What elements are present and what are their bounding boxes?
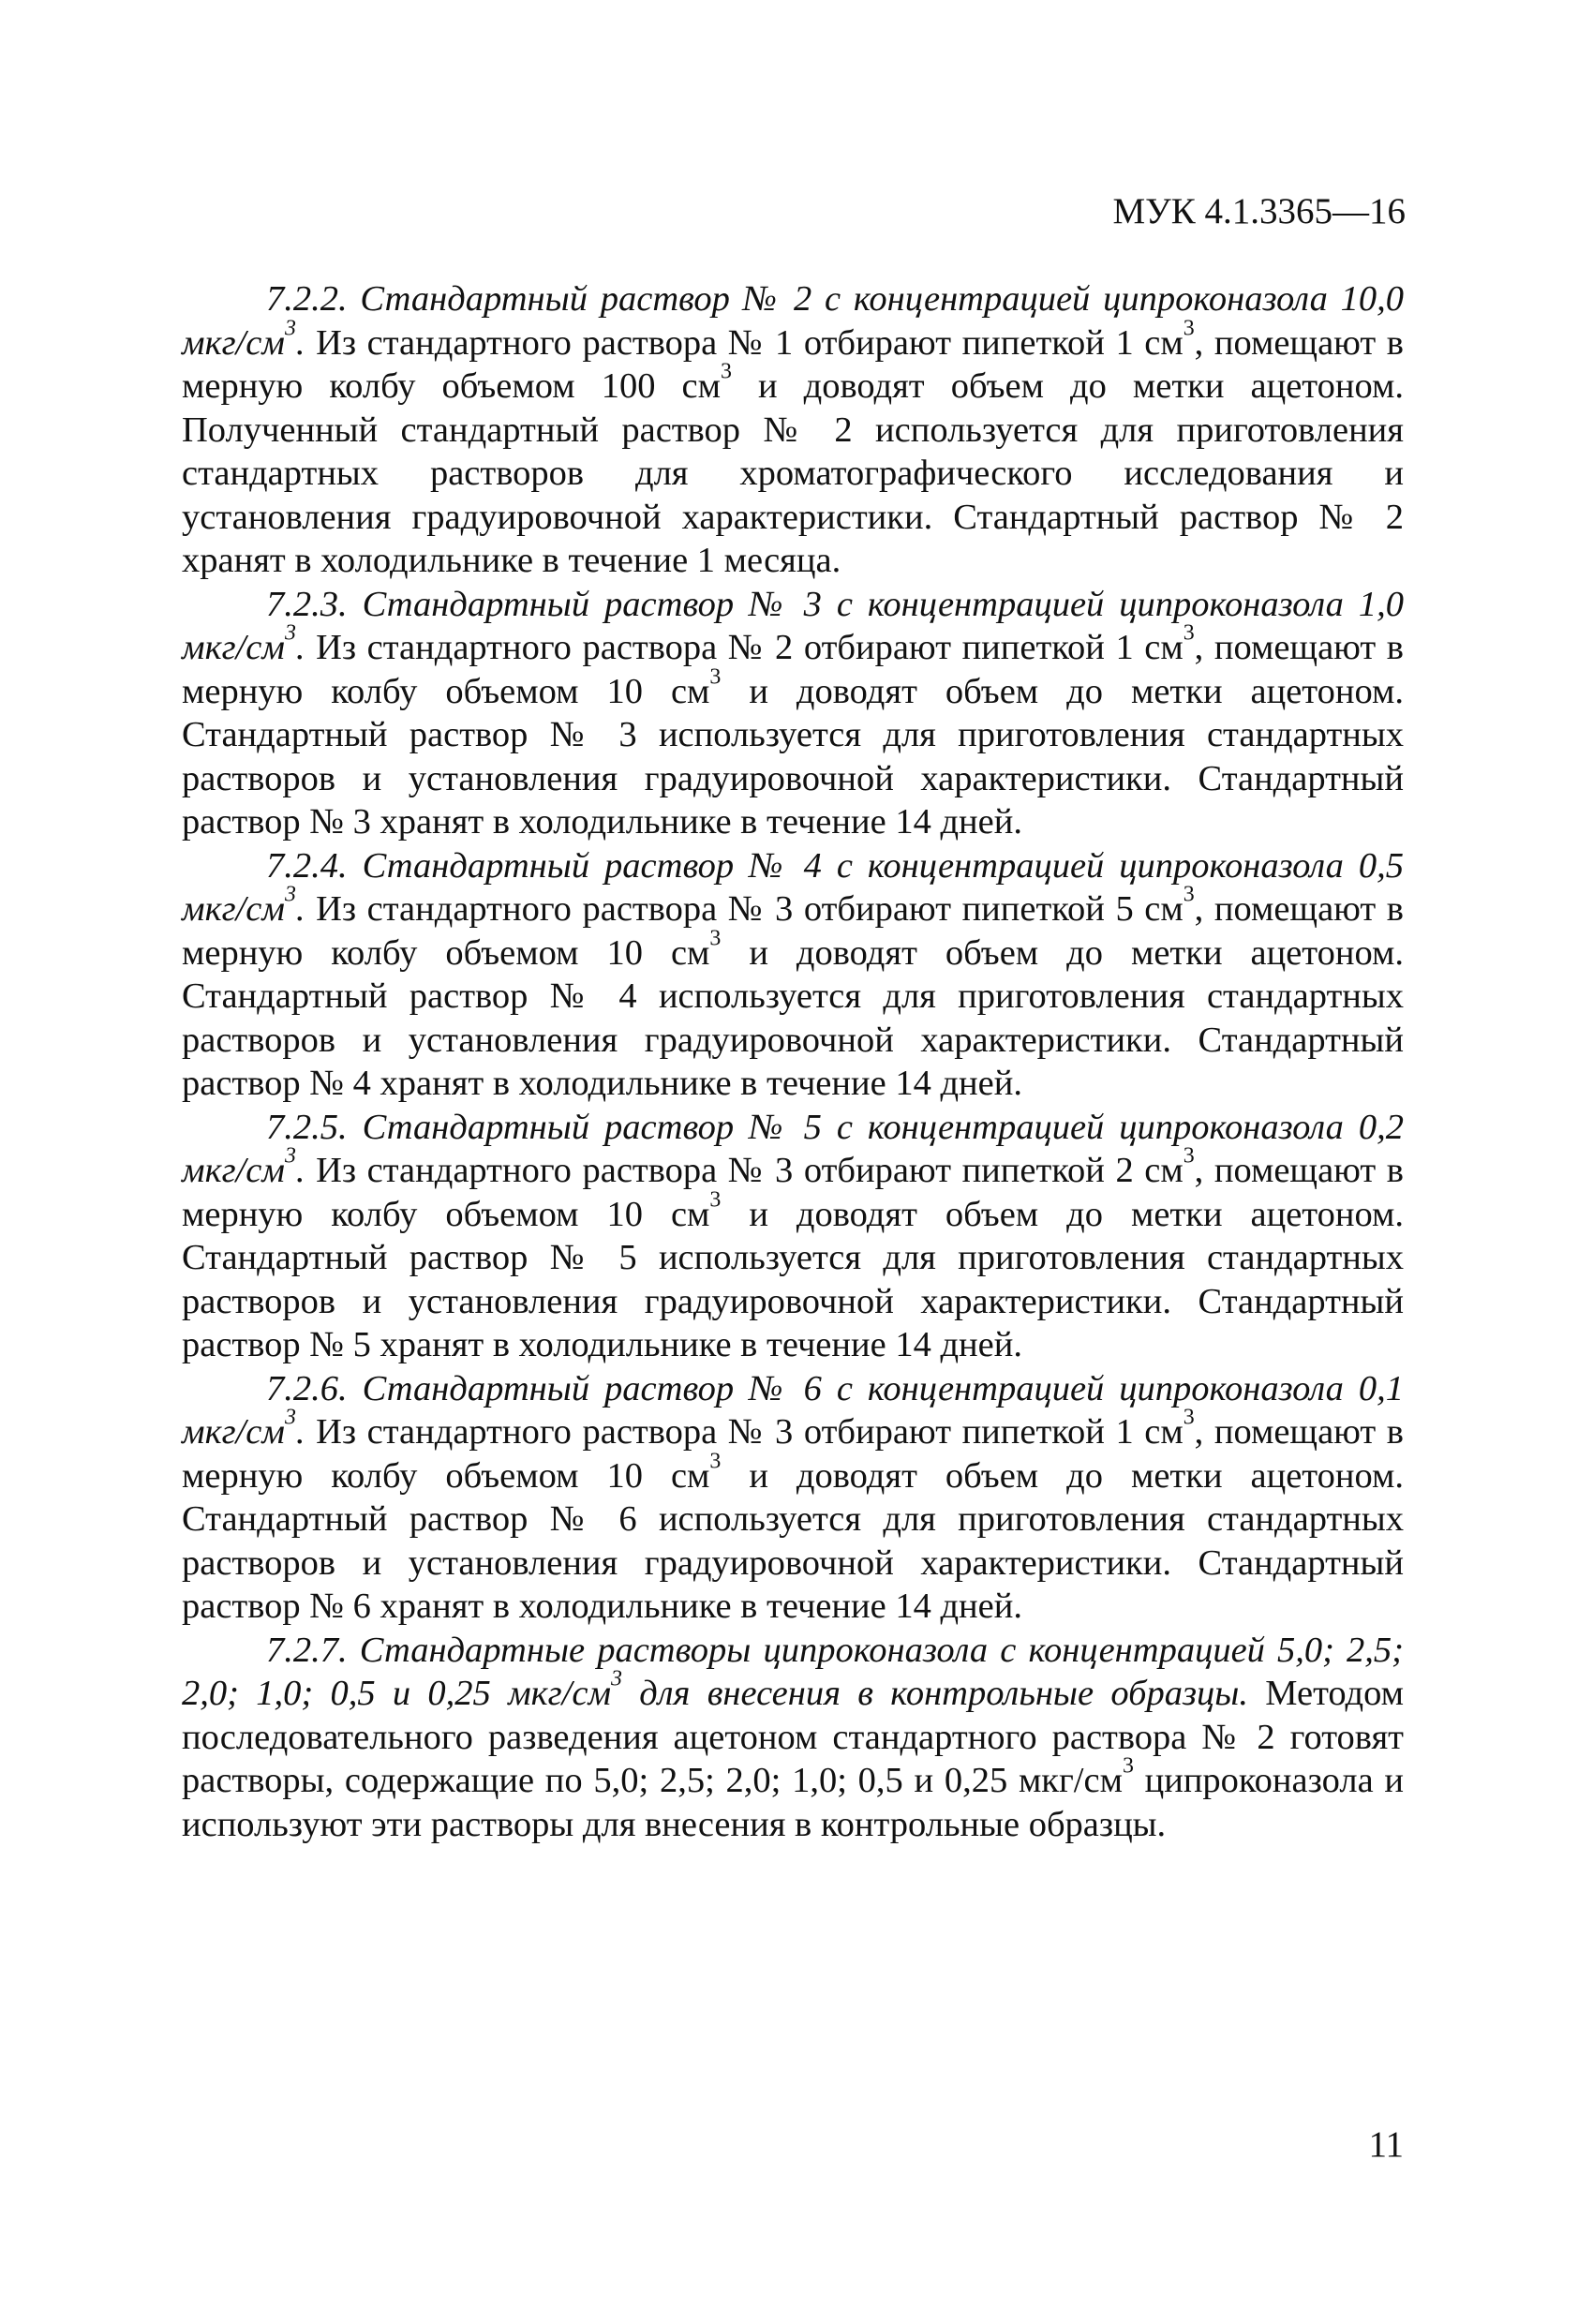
document-body (182, 277, 1404, 1846)
section-title: 7.2.3. Стандартный раствор № 3 с концентрацией ципроконазола 1,0 мкг/$см^3$. (182, 584, 1404, 667)
paragraph-7-2-6: 7.2.6. Стандартный раствор № 6 с концентрацией ципроконазола 0,1 мкг/$см^3$. Из стандартного раствора № 3 отбирают пипеткой 1 $см^3$, помещают в мерную колбу объемом 10 $см^3$ и доводят объем до метки ацетоном. Стандартный раствор № 6 используется для приготовления стандартных растворов и установления градуировочной характеристики. Стандартный раствор № 6 хранят в холодильнике в течение 14 дней. (182, 1368, 1404, 1626)
paragraph-7-2-2: 7.2.2. Стандартный раствор № 2 с концентрацией ципроконазола 10,0 мкг/$см^3$. Из стандартного раствора № 1 отбирают пипеткой 1 $см^3$, помещают в мерную колбу объемом 100 $см^3$ и доводят объем до метки ацетоном. Полученный стандартный раствор № 2 используется для приготовления стандартных растворов для хроматографического исследования и установления градуировочной характеристики. Стандартный раствор № 2 хранят в холодильнике в течение 1 месяца. (182, 279, 1404, 580)
page-number: 11 (1368, 2124, 1404, 2165)
section-title: 7.2.2. Стандартный раствор № 2 с концентрацией ципроконазола 10,0 мкг/$см^3$. (182, 279, 1404, 363)
section-title: 7.2.5. Стандартный раствор № 5 с концентрацией ципроконазола 0,2 мкг/$см^3$. (182, 1107, 1404, 1190)
paragraph-7-2-4: 7.2.4. Стандартный раствор № 4 с концентрацией ципроконазола 0,5 мкг/$см^3$. Из стандартного раствора № 3 отбирают пипеткой 5 $см^3$, помещают в мерную колбу объемом 10 $см^3$ и доводят объем до метки ацетоном. Стандартный раствор № 4 используется для приготовления стандартных растворов и установления градуировочной характеристики. Стандартный раствор № 4 хранят в холодильнике в течение 14 дней. (182, 845, 1404, 1103)
section-title: 7.2.6. Стандартный раствор № 6 с концентрацией ципроконазола 0,1 мкг/$см^3$. (182, 1368, 1404, 1452)
paragraph-7-2-7: 7.2.7. Стандартные растворы ципроконазола с концентрацией 5,0; 2,5; 2,0; 1,0; 0,5 и 0,25 мкг/$см^3$ для внесения в контрольные образцы. Методом последовательного разведения ацетоном стандартного раствора № 2 готовят растворы, содержащие по 5,0; 2,5; 2,0; 1,0; 0,5 и 0,25 мкг/$см^3$ ципроконазола и используют эти растворы для внесения в контрольные образцы. (182, 1630, 1404, 1844)
section-title: 7.2.7. Стандартные растворы ципроконазола с концентрацией 5,0; 2,5; 2,0; 1,0; 0,5 и 0,25 мкг/$см^3$ для внесения в контрольные образцы. (182, 1630, 1404, 1713)
document-code: МУК 4.1.3365—16 (1112, 191, 1406, 231)
paragraph-7-2-5: 7.2.5. Стандартный раствор № 5 с концентрацией ципроконазола 0,2 мкг/$см^3$. Из стандартного раствора № 3 отбирают пипеткой 2 $см^3$, помещают в мерную колбу объемом 10 $см^3$ и доводят объем до метки ацетоном. Стандартный раствор № 5 используется для приготовления стандартных растворов и установления градуировочной характеристики. Стандартный раствор № 5 хранят в холодильнике в течение 14 дней. (182, 1107, 1404, 1364)
section-title: 7.2.4. Стандартный раствор № 4 с концентрацией ципроконазола 0,5 мкг/$см^3$. (182, 845, 1404, 929)
paragraph-7-2-3: 7.2.3. Стандартный раствор № 3 с концентрацией ципроконазола 1,0 мкг/$см^3$. Из стандартного раствора № 2 отбирают пипеткой 1 $см^3$, помещают в мерную колбу объемом 10 $см^3$ и доводят объем до метки ацетоном. Стандартный раствор № 3 используется для приготовления стандартных растворов и установления градуировочной характеристики. Стандартный раствор № 3 хранят в холодильнике в течение 14 дней. (182, 584, 1404, 842)
